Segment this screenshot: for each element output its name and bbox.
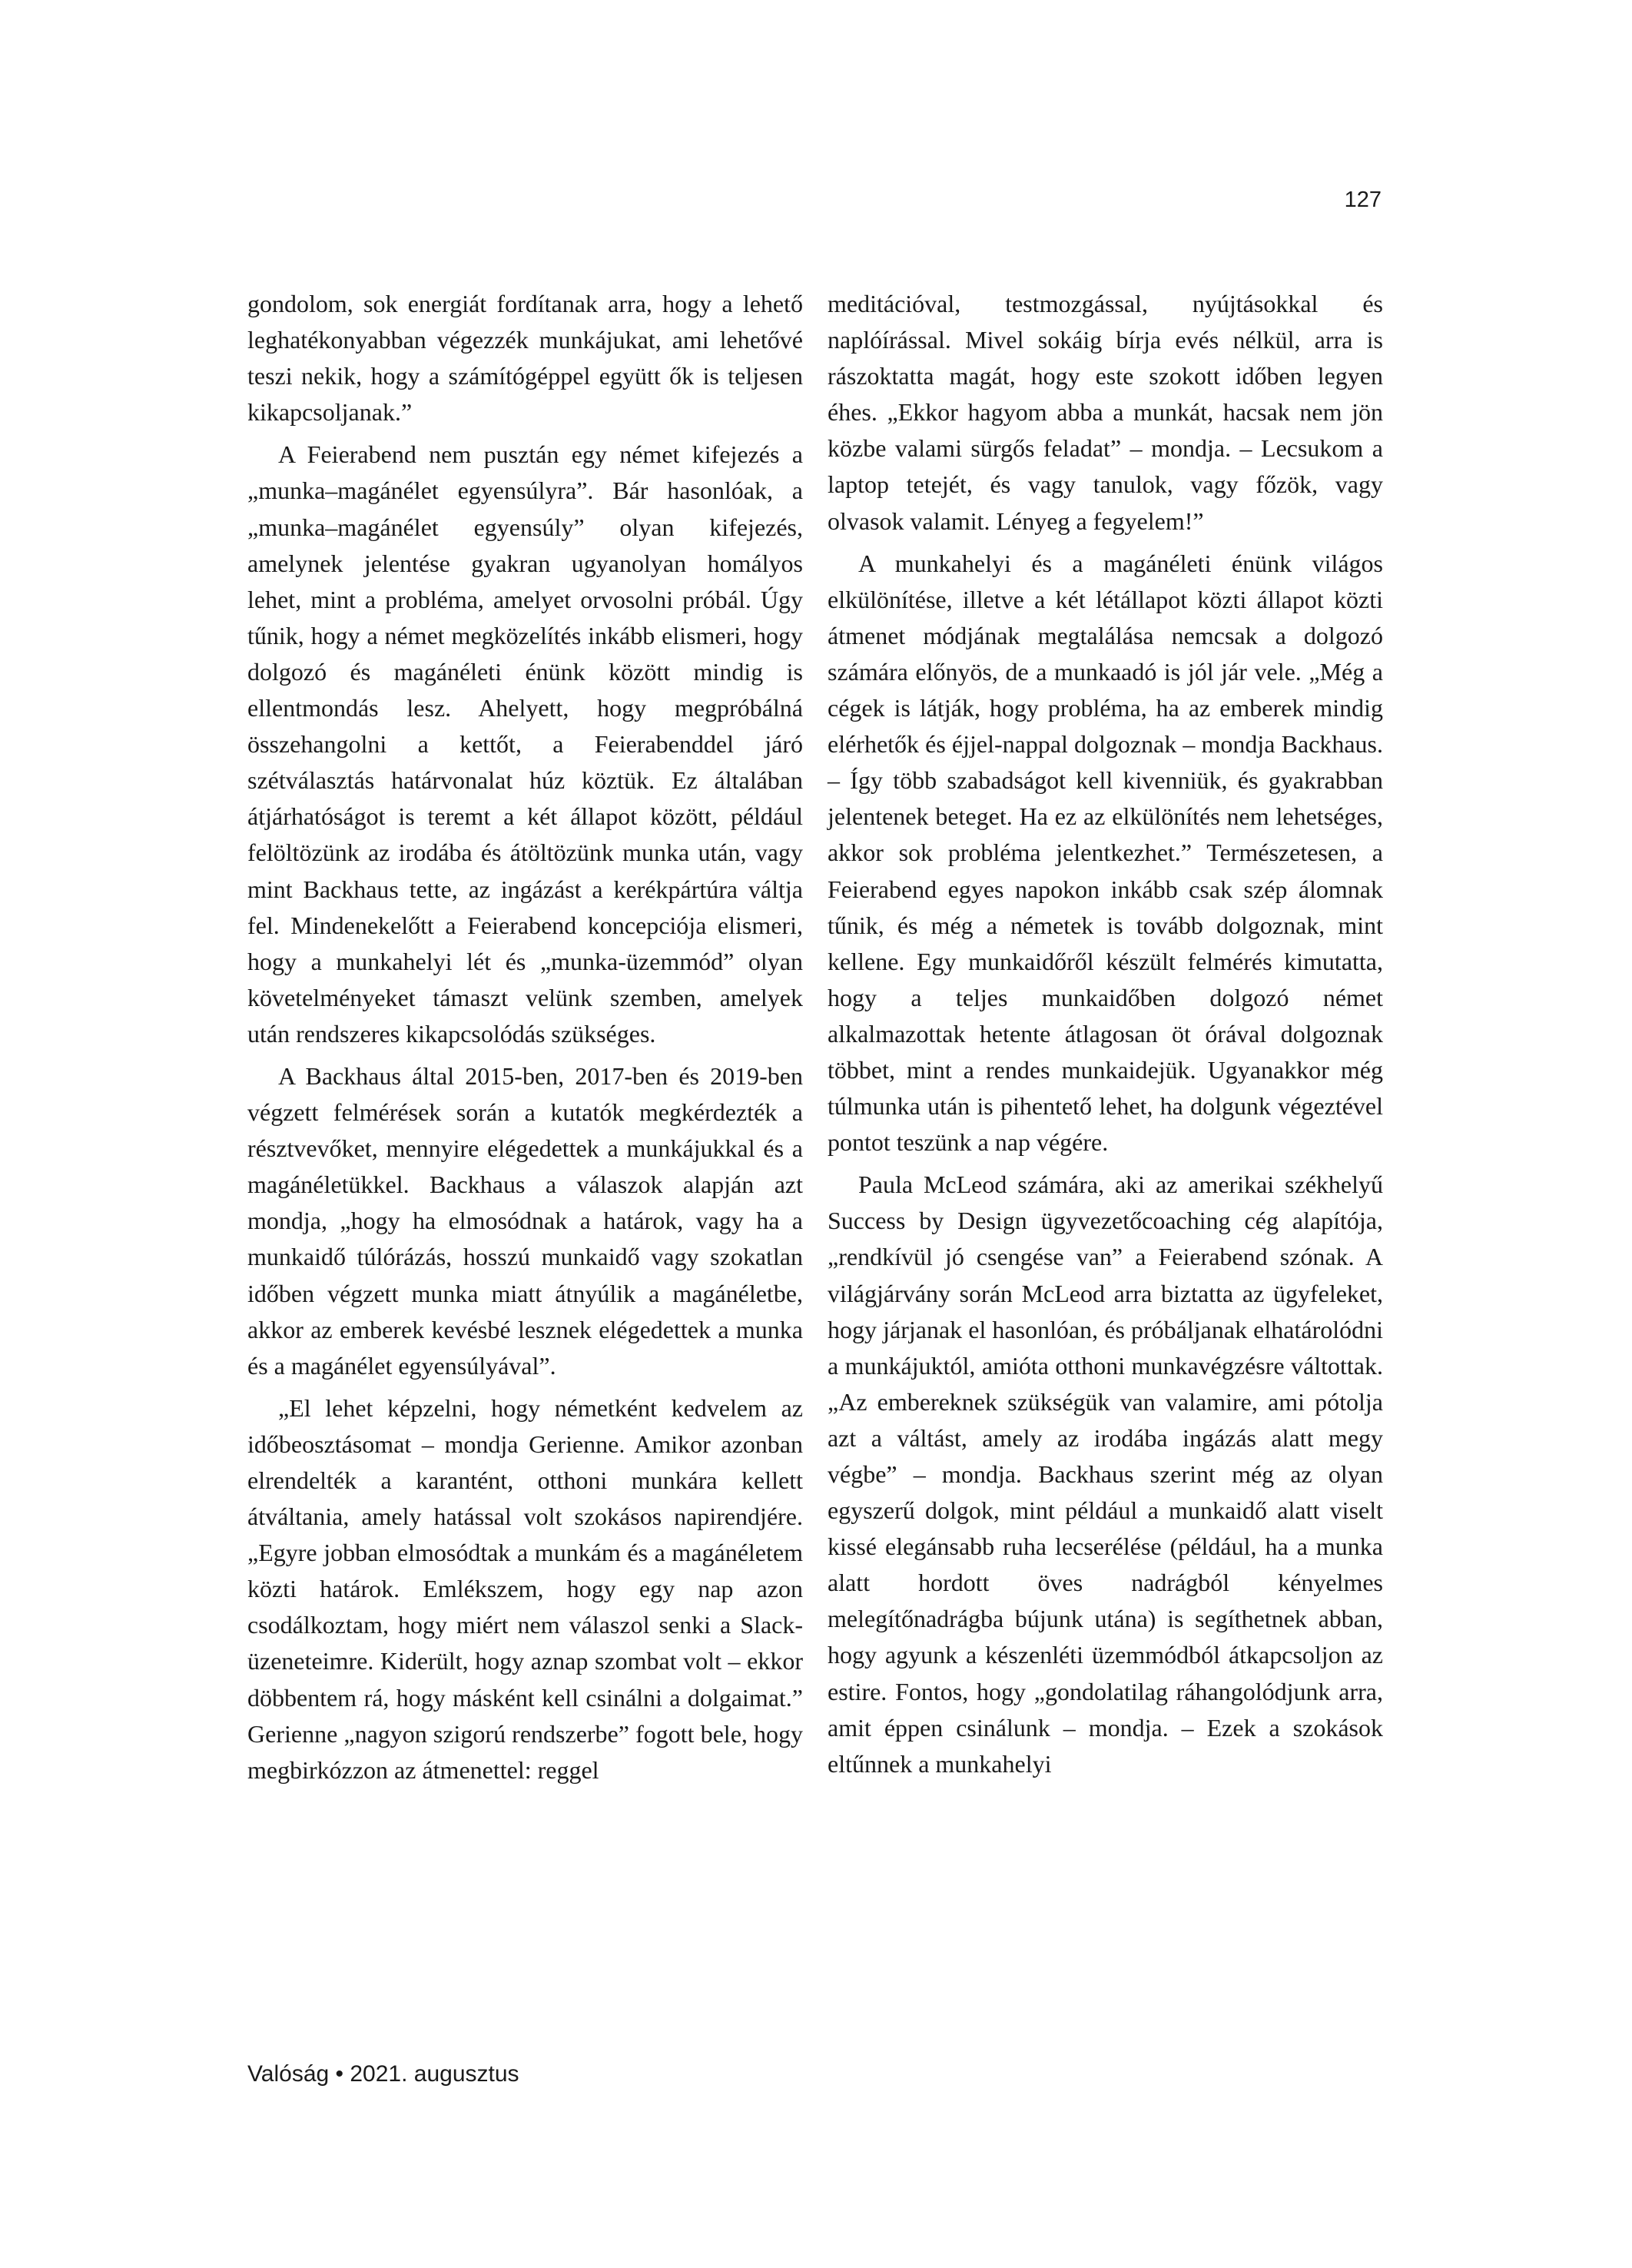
paragraph: A munkahelyi és a magánéleti énünk világos elkülönítése, illetve a két létállapot közti állapot közti átmenet módjának megtalálása nemcsak a dolgozó számára előnyös, de a munkaadó is jól jár vele. „Még a cégek is látják, hogy probléma, ha az emberek mindig elérhetők és éjjel-nappal dolgoznak – mondja Backhaus. – Így több szabadságot kell kivenniük, és gyakrabban jelentenek beteget. Ha ez az elkülönítés nem lehetséges, akkor sok probléma jelentkezhet.” Természetesen, a Feierabend egyes napokon inkább csak szép álomnak tűnik, és még a németek is tovább dolgoznak, mint kellene. Egy munkaidőről készült felmérés kimutatta, hogy a teljes munkaidőben dolgozó német alkalmazottak hetente átlagosan öt órával dolgoznak többet, mint a rendes munkaidejük. Ugyanakkor még túlmunka után is pihentető lehet, ha dolgunk végeztével pontot teszünk a nap végére.: [828, 549, 1383, 1157]
text-column-right: [828, 286, 1383, 1788]
paragraph: A Backhaus által 2015-ben, 2017-ben és 2019-ben végzett felmérések során a kutatók megkérdezték a résztvevőket, mennyire elégedettek a munkájukkal és a magánéletükkel. Backhaus a válaszok alapján azt mondja, „hogy ha elmosódnak a határok, vagy ha a munkaidő túlórázás, hosszú munkaidő vagy szokatlan időben végzett munka miatt átnyúlik a magánéletbe, akkor az emberek kevésbé lesznek elégedettek a munka és a magánélet egyensúlyával”.: [247, 1061, 803, 1380]
paragraph: gondolom, sok energiát fordítanak arra, hogy a lehető leghatékonyabban végezzék munkájukat, ami lehetővé teszi nekik, hogy a számítógéppel együtt ők is teljesen kikapcsoljanak.”: [247, 290, 803, 427]
paragraph: A Feierabend nem pusztán egy német kifejezés a „munka–magánélet egyensúlyra”. Bár hasonlóak, a „munka–magánélet egyensúly” olyan kifejezés, amelynek jelentése gyakran ugyanolyan homályos lehet, mint a probléma, amelyet orvosolni próbál. Úgy tűnik, hogy a német megközelítés inkább elismeri, hogy dolgozó és magánéleti énünk között mindig is ellentmondás lesz. Ahelyett, hogy megpróbálná összehangolni a kettőt, a Feierabenddel járó szétválasztás határvonalat húz köztük. Ez általában átjárhatóságot is teremt a két állapot között, például felöltözünk az irodába és átöltözünk munka után, vagy mint Backhaus tette, az ingázást a kerékpártúra váltja fel. Mindenekelőtt a Feierabend koncepciója elismeri, hogy a munkahelyi lét és „munka-üzemmód” olyan követelményeket támaszt velünk szemben, amelyek után rendszeres kikapcsolódás szükséges.: [247, 440, 803, 1048]
paragraph: meditációval, testmozgással, nyújtásokkal és naplóírással. Mivel sokáig bírja evés nélkül, arra is rászoktatta magát, hogy este szokott időben legyen éhes. „Ekkor hagyom abba a munkát, hacsak nem jön közbe valami sürgős feladat” – mondja. – Lecsukom a laptop tetejét, és vagy tanulok, vagy főzök, vagy olvasok valamit. Lényeg a fegyelem!”: [828, 290, 1383, 535]
paragraph: Paula McLeod számára, aki az amerikai székhelyű Success by Design ügyvezetőcoaching cég alapítója, „rendkívül jó csengése van” a Feierabend szónak. A világjárvány során McLeod arra biztatta az ügyfeleket, hogy járjanak el hasonlóan, és próbáljanak elhatárolódni a munkájuktól, amióta otthoni munkavégzésre váltottak. „Az embereknek szükségük van valamire, ami pótolja azt a váltást, amely az irodába ingázás alatt megy végbe” – mondja. Backhaus szerint még az olyan egyszerű dolgok, mint például a munkaidő alatt viselt kissé elegánsabb ruha lecserélése (például, ha a munka alatt hordott öves nadrágból kényelmes melegítőnadrágba bújunk utána) is segíthetnek abban, hogy agyunk a készenléti üzemmódból átkapcsoljon az estire. Fontos, hogy „gondolatilag ráhangolódjunk arra, amit éppen csinálunk – mondja. – Ezek a szokások eltűnnek a munkahelyi: [828, 1171, 1383, 1778]
page-number: 127: [1344, 188, 1382, 212]
paragraph: „El lehet képzelni, hogy németként kedvelem az időbeosztásomat – mondja Gerienne. Amikor azonban elrendelték a karantént, otthoni munkára kellett átváltania, amely hatással volt szokásos napirendjére. „Egyre jobban elmosódtak a munkám és a magánéletem közti határok. Emlékszem, hogy egy nap azon csodálkoztam, hogy miért nem válaszol senki a Slack-üzeneteimre. Kiderült, hogy aznap szombat volt – ekkor döbbentem rá, hogy másként kell csinálni a dolgaimat.” Gerienne „nagyon szigorú rendszerbe” fogott bele, hogy megbirkózzon az átmenettel: reggel: [247, 1393, 803, 1784]
page-footer: Valóság • 2021. augusztus: [247, 2061, 519, 2087]
text-column-left: [247, 286, 803, 1795]
